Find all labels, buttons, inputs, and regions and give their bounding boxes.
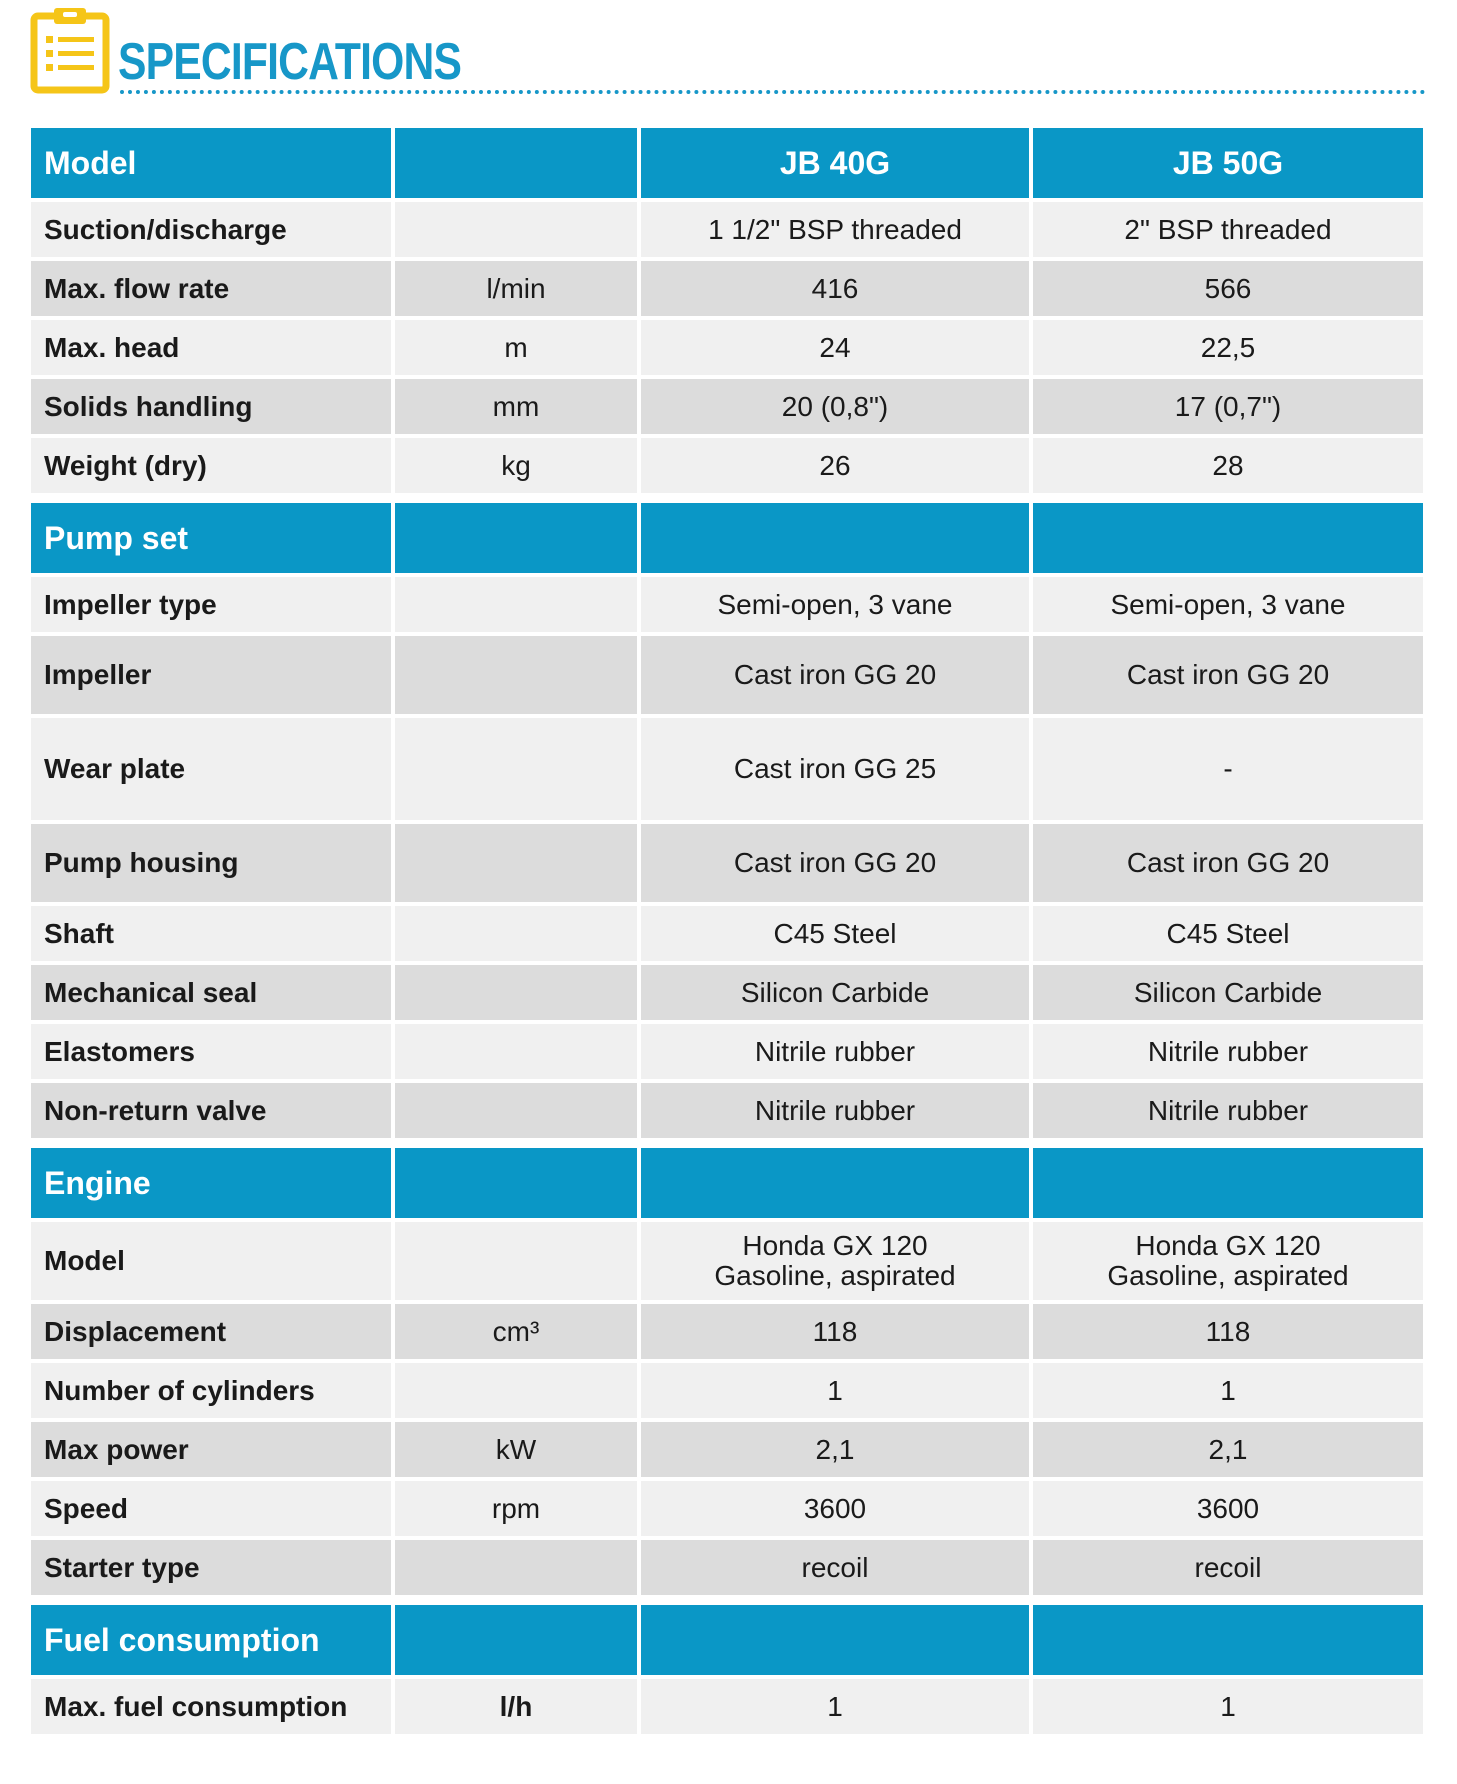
col4-header [1033, 503, 1423, 573]
table-row [31, 320, 1423, 375]
table-row [31, 906, 1423, 961]
table-row [31, 1304, 1423, 1359]
row-value-jb40g: C45 Steel [641, 906, 1029, 961]
engine-type-line: Gasoline, aspirated [714, 1260, 956, 1291]
row-unit: cm³ [395, 1304, 637, 1359]
col3-header [641, 1605, 1029, 1675]
table-row [31, 1363, 1423, 1418]
row-value-jb40g: 26 [641, 438, 1029, 493]
table-row [31, 1422, 1423, 1477]
row-value-jb40g: Nitrile rubber [641, 1083, 1029, 1138]
row-value-jb50g: 2" BSP threaded [1033, 202, 1423, 257]
col4-header [1033, 1148, 1423, 1218]
row-value-jb40g: recoil [641, 1540, 1029, 1595]
table-row [31, 1222, 1423, 1300]
row-unit [395, 577, 637, 632]
row-label: Impeller [31, 636, 391, 714]
row-value-jb50g: 17 (0,7") [1033, 379, 1423, 434]
table-row [31, 636, 1423, 714]
row-value-jb40g: 2,1 [641, 1422, 1029, 1477]
row-value-jb50g: recoil [1033, 1540, 1423, 1595]
row-label: Model [31, 1222, 391, 1300]
row-value-jb40g: Nitrile rubber [641, 1024, 1029, 1079]
row-value-jb40g: Silicon Carbide [641, 965, 1029, 1020]
table-row [31, 379, 1423, 434]
model-jb40g-header: JB 40G [641, 128, 1029, 198]
row-unit [395, 718, 637, 820]
row-unit: kg [395, 438, 637, 493]
row-value-jb50g: 1 [1033, 1679, 1423, 1734]
row-value-jb40g: 1 [641, 1363, 1029, 1418]
section-header-pump-set [31, 503, 1423, 573]
row-value-jb40g: 3600 [641, 1481, 1029, 1536]
row-value-jb50g: Nitrile rubber [1033, 1024, 1423, 1079]
row-value-jb50g: 3600 [1033, 1481, 1423, 1536]
row-unit [395, 202, 637, 257]
row-value-jb50g: C45 Steel [1033, 906, 1423, 961]
section-title: Fuel consumption [31, 1605, 391, 1675]
row-value-jb50g [1033, 1222, 1423, 1300]
row-value-jb40g: 24 [641, 320, 1029, 375]
row-label: Displacement [31, 1304, 391, 1359]
row-unit: m [395, 320, 637, 375]
table-row [31, 824, 1423, 902]
row-unit: l/h [395, 1679, 637, 1734]
table-row [31, 1083, 1423, 1138]
row-unit [395, 824, 637, 902]
row-value-jb40g: Semi-open, 3 vane [641, 577, 1029, 632]
row-label: Mechanical seal [31, 965, 391, 1020]
row-label: Max. head [31, 320, 391, 375]
row-label: Starter type [31, 1540, 391, 1595]
engine-model-line: Honda GX 120 [742, 1230, 928, 1261]
row-value-jb50g: Cast iron GG 20 [1033, 636, 1423, 714]
unit-header [395, 503, 637, 573]
row-label: Suction/discharge [31, 202, 391, 257]
row-value-jb40g: Cast iron GG 20 [641, 636, 1029, 714]
col3-header [641, 1148, 1029, 1218]
row-label: Weight (dry) [31, 438, 391, 493]
row-label: Solids handling [31, 379, 391, 434]
row-value-jb50g: 28 [1033, 438, 1423, 493]
table-row [31, 1481, 1423, 1536]
row-value-jb40g: 1 1/2" BSP threaded [641, 202, 1029, 257]
table-row [31, 965, 1423, 1020]
row-value-jb40g: 416 [641, 261, 1029, 316]
specifications-table [31, 128, 1423, 1738]
row-value-jb40g: 118 [641, 1304, 1029, 1359]
section-title: Pump set [31, 503, 391, 573]
clipboard-list-icon [30, 6, 110, 94]
row-value-jb50g: 1 [1033, 1363, 1423, 1418]
section-title: Model [31, 128, 391, 198]
engine-type-line: Gasoline, aspirated [1107, 1260, 1349, 1291]
row-value-jb50g: Semi-open, 3 vane [1033, 577, 1423, 632]
row-value-jb50g: Cast iron GG 20 [1033, 824, 1423, 902]
table-row [31, 202, 1423, 257]
page-title: SPECIFICATIONS [118, 33, 462, 91]
row-label: Number of cylinders [31, 1363, 391, 1418]
row-label: Pump housing [31, 824, 391, 902]
row-unit: kW [395, 1422, 637, 1477]
row-label: Elastomers [31, 1024, 391, 1079]
row-label: Max. flow rate [31, 261, 391, 316]
unit-header [395, 1605, 637, 1675]
model-jb50g-header: JB 50G [1033, 128, 1423, 198]
row-value-jb50g: 118 [1033, 1304, 1423, 1359]
title-dotted-rule [120, 90, 1426, 94]
row-unit [395, 965, 637, 1020]
row-unit: mm [395, 379, 637, 434]
col4-header [1033, 1605, 1423, 1675]
row-label: Wear plate [31, 718, 391, 820]
row-unit: rpm [395, 1481, 637, 1536]
section-title: Engine [31, 1148, 391, 1218]
col3-header [641, 503, 1029, 573]
table-row [31, 261, 1423, 316]
row-unit [395, 1222, 637, 1300]
table-row [31, 1540, 1423, 1595]
row-label: Shaft [31, 906, 391, 961]
table-row [31, 577, 1423, 632]
row-unit: l/min [395, 261, 637, 316]
engine-model-line: Honda GX 120 [1135, 1230, 1321, 1261]
row-value-jb40g: 1 [641, 1679, 1029, 1734]
row-value-jb50g: - [1033, 718, 1423, 820]
unit-header [395, 1148, 637, 1218]
page-header [30, 6, 1426, 96]
table-row [31, 438, 1423, 493]
row-value-jb40g: Cast iron GG 25 [641, 718, 1029, 820]
table-row [31, 1679, 1423, 1734]
row-unit [395, 906, 637, 961]
row-value-jb40g: 20 (0,8") [641, 379, 1029, 434]
row-label: Speed [31, 1481, 391, 1536]
unit-header [395, 128, 637, 198]
row-label: Max. fuel consumption [31, 1679, 391, 1734]
row-value-jb40g: Cast iron GG 20 [641, 824, 1029, 902]
row-unit [395, 636, 637, 714]
section-header-model [31, 128, 1423, 198]
row-unit [395, 1540, 637, 1595]
row-value-jb40g [641, 1222, 1029, 1300]
row-value-jb50g: 566 [1033, 261, 1423, 316]
table-row [31, 718, 1423, 820]
table-row [31, 1024, 1423, 1079]
row-value-jb50g: Silicon Carbide [1033, 965, 1423, 1020]
section-header-engine [31, 1148, 1423, 1218]
row-unit [395, 1024, 637, 1079]
section-header-fuel-consumption [31, 1605, 1423, 1675]
row-value-jb50g: 22,5 [1033, 320, 1423, 375]
row-label: Max power [31, 1422, 391, 1477]
row-label: Non-return valve [31, 1083, 391, 1138]
row-value-jb50g: 2,1 [1033, 1422, 1423, 1477]
row-label: Impeller type [31, 577, 391, 632]
row-value-jb50g: Nitrile rubber [1033, 1083, 1423, 1138]
row-unit [395, 1363, 637, 1418]
row-unit [395, 1083, 637, 1138]
